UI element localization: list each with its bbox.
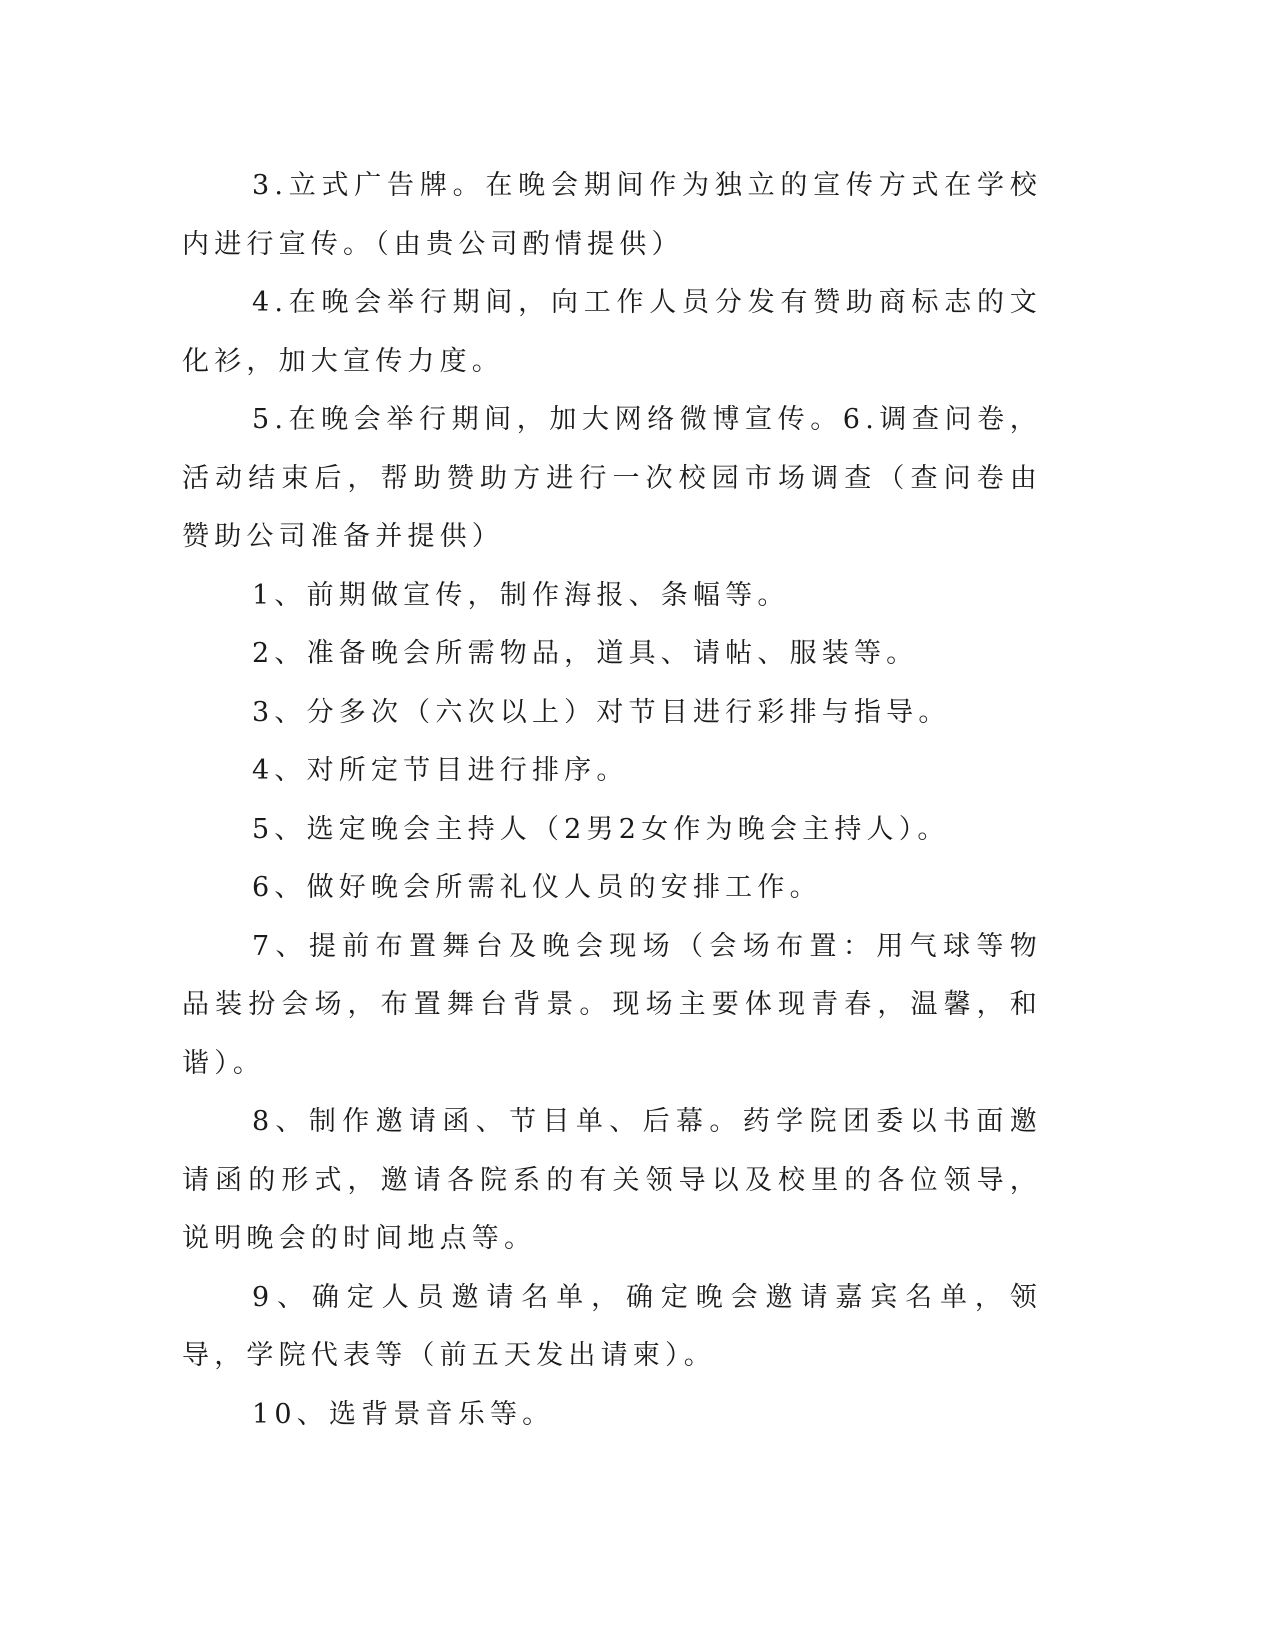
list-item-9: 9、确定人员邀请名单，确定晚会邀请嘉宾名单，领导，学院代表等（前五天发出请柬）。 — [182, 1281, 1042, 1371]
list-item-5: 5、选定晚会主持人（2男2女作为晚会主持人）。 — [252, 813, 950, 845]
paragraph-weibo-survey: 5.在晚会举行期间，加大网络微博宣传。6.调查问卷，活动结束后，帮助赞助方进行一次校园市场调查（查问卷由赞助公司准备并提供） — [182, 404, 1042, 552]
list-item-2: 2、准备晚会所需物品，道具、请帖、服装等。 — [252, 638, 919, 669]
list-item-8: 8、制作邀请函、节目单、后幕。药学院团委以书面邀请函的形式，邀请各院系的有关领导以及校里的各位领导，说明晚会的时间地点等。 — [182, 1106, 1042, 1254]
list-item-10: 10、选背景音乐等。 — [252, 1398, 555, 1430]
list-item-7: 7、提前布置舞台及晚会现场（会场布置：用气球等物品装扮会场，布置舞台背景。现场主要体现青春，温馨，和谐）。 — [182, 930, 1042, 1079]
paragraph-tshirts: 4.在晚会举行期间，向工作人员分发有赞助商标志的文化衫，加大宣传力度。 — [182, 287, 1042, 377]
list-item-4: 4、对所定节目进行排序。 — [252, 755, 629, 786]
list-item-1: 1、前期做宣传，制作海报、条幅等。 — [252, 579, 790, 611]
document-body — [182, 157, 1042, 1444]
list-item-3: 3、分多次（六次以上）对节目进行彩排与指导。 — [252, 696, 951, 728]
paragraph-billboard: 3.立式广告牌。在晚会期间作为独立的宣传方式在学校内进行宣传。（由贵公司酌情提供） — [182, 170, 1042, 260]
list-item-6: 6、做好晚会所需礼仪人员的安排工作。 — [252, 872, 822, 903]
